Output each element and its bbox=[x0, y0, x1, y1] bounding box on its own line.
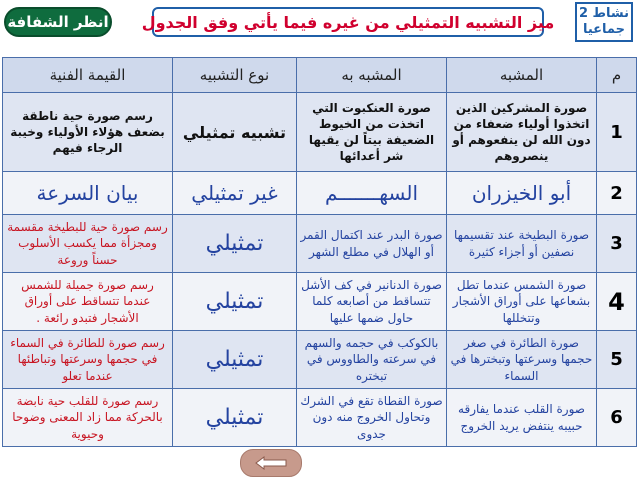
table-header-row bbox=[3, 58, 637, 93]
badge-title: نشاط 2 bbox=[578, 6, 630, 22]
table-row bbox=[3, 215, 637, 273]
view-transparency-button[interactable]: انظر الشفافة bbox=[4, 7, 112, 37]
cell-mushabbah: أبو الخيزران bbox=[447, 172, 597, 215]
table-row bbox=[3, 172, 637, 215]
cell-type: تمثيلي bbox=[173, 273, 297, 331]
cell-value: رسم صورة للقلب حية نابضة بالحركة مما زاد المعنى وضوحا وحيوية bbox=[3, 389, 173, 447]
cell-type: تمثيلي bbox=[173, 215, 297, 273]
column-header-mushabbah: المشبه bbox=[447, 58, 597, 93]
column-header-mushabbah-bih: المشبه به bbox=[297, 58, 447, 93]
cell-mushabbah: صورة البطيخة عند تقسيمها نصفين أو أجزاء كثيرة bbox=[447, 215, 597, 273]
cell-value: رسم صورة جميلة للشمس عندما تتساقط على أوراق الأشجار فتبدو رائعة . bbox=[3, 273, 173, 331]
cell-mushabbah-bih: صورة البدر عند اكتمال القمر أو الهلال في مطلع الشهر bbox=[297, 215, 447, 273]
table-row bbox=[3, 273, 637, 331]
cell-mushabbah-bih: السهـــــــم bbox=[297, 172, 447, 215]
column-header-type: نوع التشبيه bbox=[173, 58, 297, 93]
activity-badge bbox=[575, 2, 633, 42]
cell-type: غير تمثيلي bbox=[173, 172, 297, 215]
activity-instruction-banner: ميز التشبيه التمثيلي من غيره فيما يأتي وفق الجدول bbox=[152, 7, 544, 37]
cell-mushabbah-bih: صورة الدنانير في كف الأشل تتساقط من أصابعه كلما حاول ضمها عليها bbox=[297, 273, 447, 331]
cell-value: رسم صورة حية للبطيخة مقسمة ومجزأة مما يكسب الأسلوب حسناً وروعة bbox=[3, 215, 173, 273]
back-navigation-button[interactable] bbox=[240, 449, 302, 477]
back-arrow-icon bbox=[254, 456, 288, 470]
top-bar bbox=[0, 0, 638, 44]
cell-type: تمثيلي bbox=[173, 331, 297, 389]
cell-mushabbah: صورة الشمس عندما تطل بشعاعها على أوراق الأشجار وتتخللها bbox=[447, 273, 597, 331]
column-header-number: م bbox=[597, 58, 637, 93]
row-number: 5 bbox=[597, 331, 637, 389]
row-number: 6 bbox=[597, 389, 637, 447]
comparison-table bbox=[2, 57, 637, 447]
row-number: 3 bbox=[597, 215, 637, 273]
cell-type: تمثيلي bbox=[173, 389, 297, 447]
cell-mushabbah: صورة الطائرة في صغر حجمها وسرعتها وتبخترها في السماء bbox=[447, 331, 597, 389]
table-row bbox=[3, 389, 637, 447]
cell-type: تشبيه تمثيلي bbox=[173, 93, 297, 172]
table-row bbox=[3, 331, 637, 389]
cell-mushabbah: صورة القلب عندما يفارقه حبيبه ينتفض يريد الخروج bbox=[447, 389, 597, 447]
table-row bbox=[3, 93, 637, 172]
cell-mushabbah-bih: بالكوكب في حجمه والسهم في سرعته والطاووس في تبختره bbox=[297, 331, 447, 389]
row-number: 2 bbox=[597, 172, 637, 215]
column-header-value: القيمة الفنية bbox=[3, 58, 173, 93]
cell-value: رسم صورة حية ناطقة بضعف هؤلاء الأولياء وخيبة الرجاء فيهم bbox=[3, 93, 173, 172]
badge-subtitle: جماعيا bbox=[582, 22, 626, 37]
cell-mushabbah: صورة المشركين الذين اتخذوا أولياء ضعفاء من دون الله لن ينفعوهم أو ينصروهم bbox=[447, 93, 597, 172]
cell-mushabbah-bih: صورة العنكبوت التي اتخذت من الخيوط الضعيفة بيتاً لن يقيها شر أعدائها bbox=[297, 93, 447, 172]
cell-value: بيان السرعة bbox=[3, 172, 173, 215]
cell-mushabbah-bih: صورة القطاة تقع في الشرك وتحاول الخروج منه دون جدوى bbox=[297, 389, 447, 447]
cell-value: رسم صورة للطائرة في السماء في حجمها وسرعتها وتباطئها عندما تعلو bbox=[3, 331, 173, 389]
row-number: 4 bbox=[597, 273, 637, 331]
row-number: 1 bbox=[597, 93, 637, 172]
